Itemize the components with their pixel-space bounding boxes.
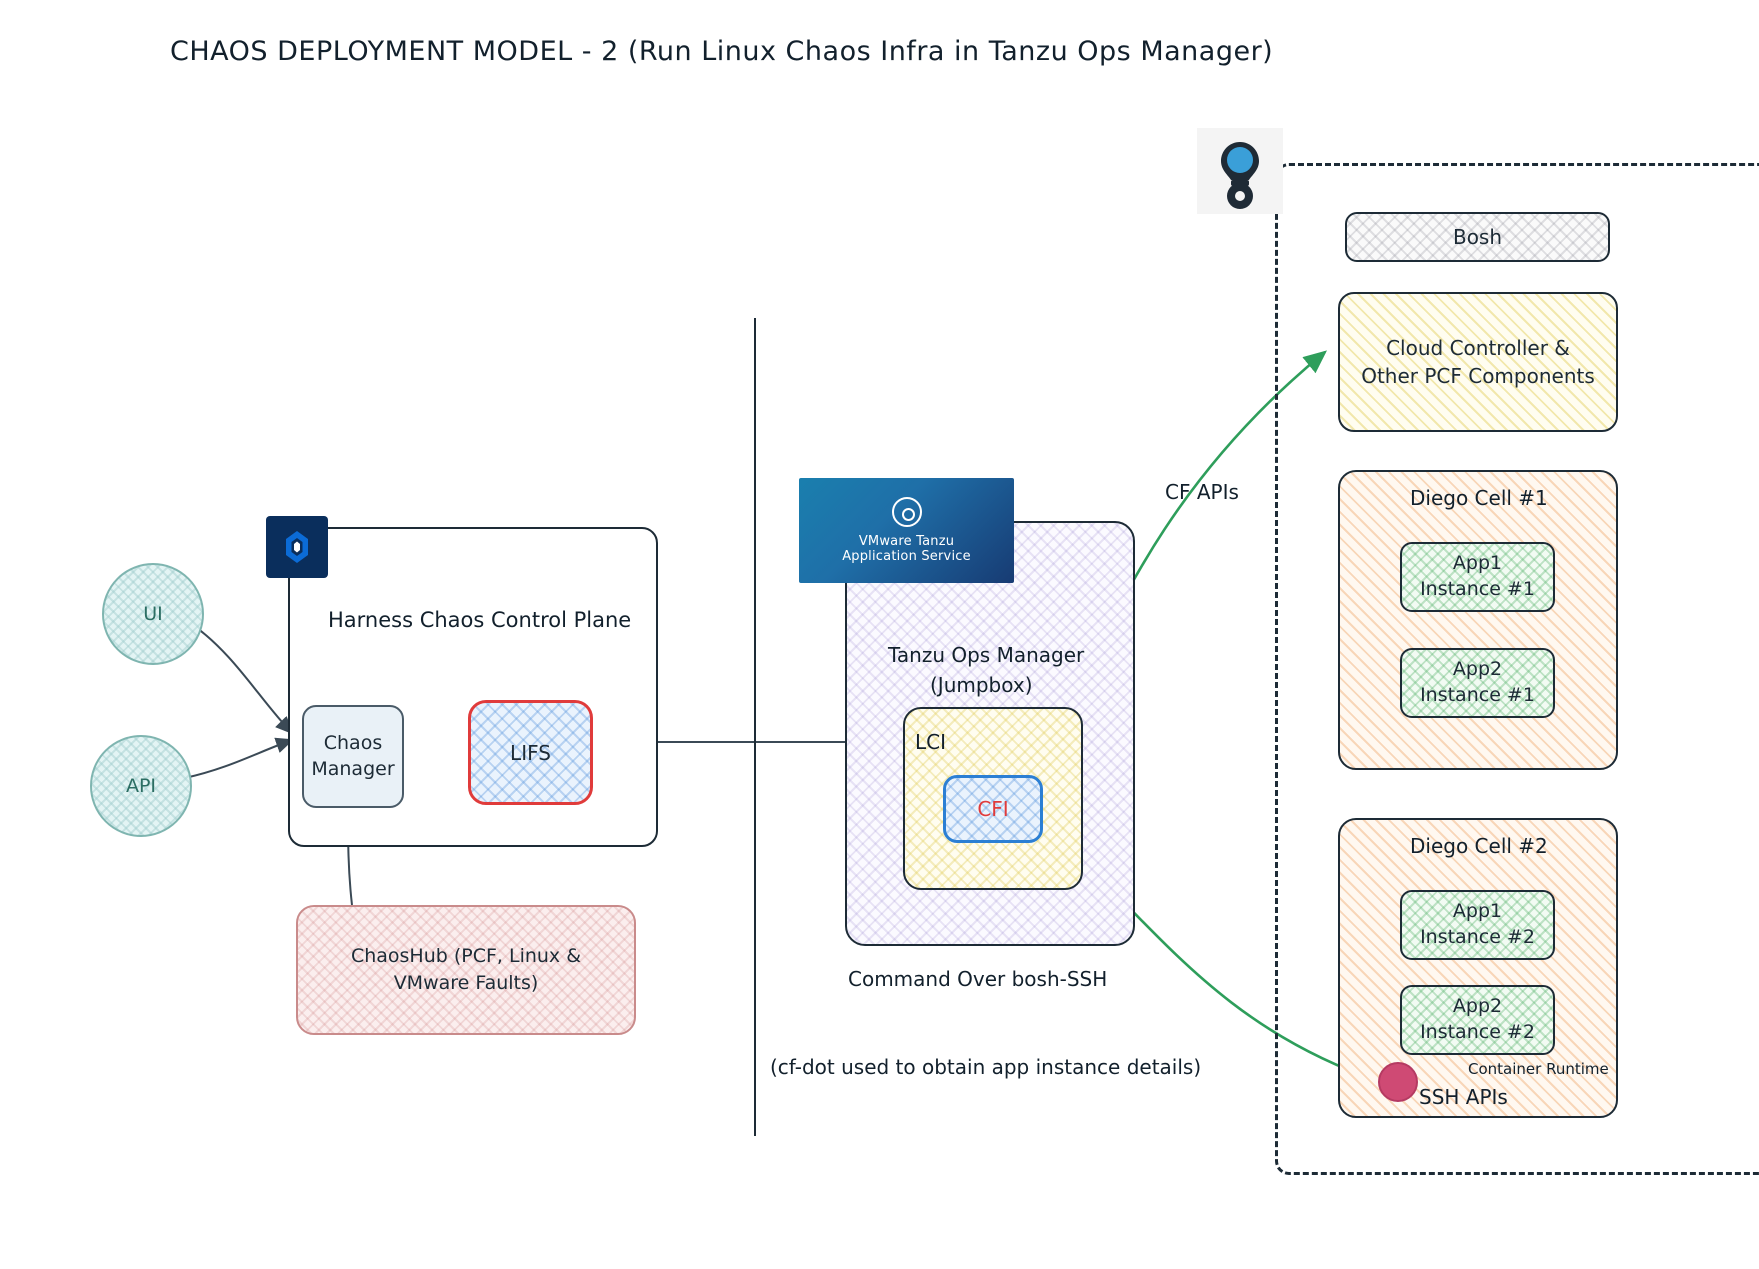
app2-instance1-node[interactable] <box>1400 648 1555 718</box>
chaoshub-label-2: VMware Faults) <box>393 972 539 994</box>
ops-manager-title-line-2: (Jumpbox) <box>930 673 1033 697</box>
lci-label: LCI <box>915 730 947 754</box>
control-plane-title: Harness Chaos Control Plane <box>328 608 632 632</box>
chaoshub-node[interactable] <box>296 905 636 1035</box>
lifs-node[interactable] <box>468 700 593 805</box>
harness-logo-icon <box>266 516 328 578</box>
app2-instance2-line-1: App2 <box>1452 995 1503 1018</box>
ssh-endpoint-node[interactable] <box>1378 1062 1418 1102</box>
app1-instance1-line-1: App1 <box>1452 552 1503 575</box>
app1-instance2-line-2: Instance #2 <box>1420 926 1535 948</box>
lifs-label: LIFS <box>510 740 551 765</box>
cloud-controller-line-1: Cloud Controller & <box>1386 336 1570 360</box>
cloud-controller-node[interactable] <box>1338 292 1618 432</box>
cf-dot-note: (cf-dot used to obtain app instance details) <box>770 1055 1202 1079</box>
bosh-ssh-caption: Command Over bosh-SSH <box>848 967 1108 991</box>
api-node[interactable] <box>90 735 192 837</box>
tanzu-banner-line-2: Application Service <box>842 549 971 564</box>
section-divider <box>754 318 756 1136</box>
diego-cell-2-title: Diego Cell #2 <box>1410 834 1548 858</box>
app2-instance1-line-1: App2 <box>1452 658 1503 681</box>
ops-manager-title-line-1: Tanzu Ops Manager <box>888 643 1085 667</box>
vmware-tanzu-application-service-logo <box>799 478 1014 583</box>
app1-instance2-line-1: App1 <box>1452 900 1503 923</box>
ssh-apis-label: SSH APIs <box>1419 1085 1508 1109</box>
ui-label: UI <box>143 603 163 625</box>
chaos-manager-label-1: Chaos <box>323 731 383 754</box>
cfi-node[interactable] <box>943 775 1043 843</box>
container-runtime-label: Container Runtime <box>1468 1060 1609 1078</box>
tanzu-banner-line-1: VMware Tanzu <box>858 534 955 549</box>
api-label: API <box>125 775 157 797</box>
cf-apis-edge-label: CF APIs <box>1165 480 1239 504</box>
cloud-controller-line-2: Other PCF Components <box>1361 364 1595 388</box>
chaos-manager-node[interactable] <box>302 705 404 808</box>
chaos-manager-label-2: Manager <box>311 757 395 780</box>
diego-cell-1-container <box>1338 470 1618 770</box>
diego-cell-1-title: Diego Cell #1 <box>1410 486 1548 510</box>
app2-instance1-line-2: Instance #1 <box>1420 684 1535 706</box>
app2-instance2-node[interactable] <box>1400 985 1555 1055</box>
ui-node[interactable] <box>102 563 204 665</box>
app1-instance1-line-2: Instance #1 <box>1420 578 1535 600</box>
bosh-director-icon <box>1197 128 1283 214</box>
page-title: CHAOS DEPLOYMENT MODEL - 2 (Run Linux Chaos Infra in Tanzu Ops Manager) <box>170 36 1274 67</box>
chaoshub-label-1: ChaosHub (PCF, Linux & <box>350 945 582 968</box>
app1-instance1-node[interactable] <box>1400 542 1555 612</box>
app2-instance2-line-2: Instance #2 <box>1420 1021 1535 1043</box>
bosh-node[interactable] <box>1345 212 1610 262</box>
app1-instance2-node[interactable] <box>1400 890 1555 960</box>
bosh-label: Bosh <box>1452 225 1503 249</box>
tanzu-ring-icon <box>892 497 922 527</box>
cfi-label: CFI <box>977 797 1009 821</box>
